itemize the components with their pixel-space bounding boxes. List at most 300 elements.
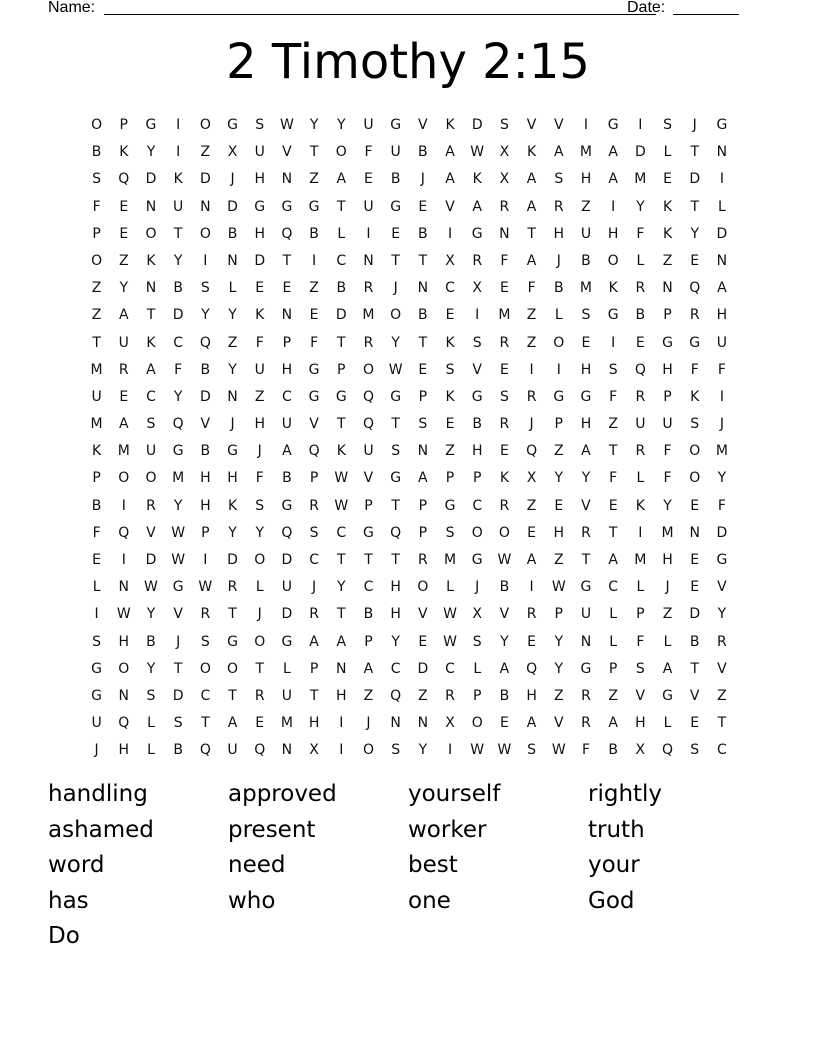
grid-letter: Y bbox=[418, 742, 428, 759]
grid-letter: P bbox=[418, 524, 428, 541]
grid-letter: B bbox=[200, 361, 211, 378]
grid-letter: G bbox=[172, 579, 184, 596]
grid-letter: E bbox=[690, 579, 700, 596]
grid-letter: L bbox=[92, 579, 101, 596]
grid-letter: E bbox=[418, 361, 428, 378]
grid-letter: L bbox=[609, 633, 618, 650]
grid-letter: T bbox=[418, 252, 428, 269]
grid-letter: H bbox=[254, 171, 265, 188]
grid-letter: X bbox=[445, 715, 455, 732]
grid-letter: N bbox=[417, 443, 429, 460]
grid-letter: O bbox=[689, 443, 701, 460]
grid-letter: V bbox=[200, 416, 211, 433]
grid-letter: X bbox=[472, 280, 483, 297]
grid-letter: W bbox=[443, 633, 457, 650]
grid-letter: N bbox=[716, 144, 728, 161]
grid-letter: G bbox=[580, 660, 592, 677]
grid-letter: E bbox=[527, 524, 537, 541]
grid-letter: H bbox=[200, 470, 211, 487]
grid-letter: Q bbox=[199, 742, 211, 759]
grid-letter: H bbox=[662, 552, 673, 568]
grid-letter: B bbox=[173, 280, 183, 297]
grid-letter: P bbox=[554, 606, 563, 623]
grid-letter: H bbox=[254, 225, 265, 242]
grid-letter: Q bbox=[390, 687, 402, 704]
grid-letter: Y bbox=[146, 606, 156, 623]
grid-letter: V bbox=[472, 361, 482, 378]
grid-letter: Q bbox=[281, 225, 293, 242]
grid-letter: B bbox=[146, 633, 156, 650]
grid-letter: N bbox=[417, 715, 429, 732]
grid-letter: J bbox=[230, 416, 235, 433]
grid-letter: J bbox=[257, 606, 262, 623]
grid-letter: T bbox=[337, 198, 346, 215]
grid-letter: S bbox=[92, 171, 102, 188]
grid-letter: U bbox=[145, 443, 157, 460]
grid-letter: H bbox=[662, 361, 673, 378]
grid-letter: Z bbox=[91, 280, 102, 297]
grid-letter: Y bbox=[146, 660, 156, 677]
grid-letter: G bbox=[145, 117, 157, 133]
grid-letter: E bbox=[255, 280, 265, 297]
grid-letter: B bbox=[91, 497, 102, 514]
grid-letter: G bbox=[444, 497, 456, 514]
grid-letter: U bbox=[227, 742, 238, 759]
grid-letter: N bbox=[390, 715, 401, 732]
grid-letter: G bbox=[281, 198, 293, 215]
grid-letter: U bbox=[173, 198, 184, 215]
grid-letter: H bbox=[580, 416, 592, 433]
grid-letter: Y bbox=[337, 579, 346, 596]
grid-letter: I bbox=[176, 144, 181, 161]
grid-letter: O bbox=[118, 660, 130, 677]
grid-letter: Z bbox=[662, 606, 673, 623]
grid-letter: I bbox=[719, 388, 724, 405]
grid-letter: H bbox=[200, 497, 211, 514]
grid-letter: K bbox=[662, 198, 673, 215]
grid-letter: C bbox=[717, 742, 727, 759]
grid-letter: A bbox=[608, 715, 618, 732]
grid-letter: A bbox=[472, 198, 482, 215]
grid-letter: U bbox=[716, 334, 728, 351]
grid-letter: S bbox=[527, 742, 537, 759]
grid-letter: T bbox=[309, 687, 319, 704]
grid-letter: J bbox=[94, 742, 99, 759]
grid-letter: P bbox=[364, 497, 373, 514]
grid-letter: U bbox=[662, 416, 673, 433]
grid-letter: O bbox=[362, 361, 374, 378]
grid-letter: J bbox=[230, 171, 235, 188]
grid-letter: P bbox=[472, 470, 482, 487]
grid-letter: V bbox=[282, 144, 292, 161]
grid-letter: I bbox=[366, 225, 371, 242]
grid-letter: F bbox=[609, 470, 618, 487]
grid-letter: S bbox=[608, 361, 618, 378]
grid-letter: S bbox=[635, 660, 645, 677]
grid-letter: K bbox=[662, 225, 673, 242]
grid-letter: Z bbox=[445, 443, 455, 460]
grid-letter: T bbox=[364, 552, 373, 568]
grid-letter: G bbox=[227, 117, 238, 133]
grid-letter: L bbox=[283, 660, 291, 677]
grid-letter: R bbox=[717, 633, 727, 650]
grid-letter: U bbox=[580, 225, 592, 242]
grid-letter: B bbox=[418, 225, 428, 242]
grid-letter: N bbox=[227, 252, 238, 269]
grid-letter: W bbox=[116, 606, 131, 623]
grid-letter: D bbox=[172, 307, 184, 324]
grid-letter: H bbox=[580, 171, 592, 188]
grid-letter: G bbox=[172, 443, 184, 460]
grid-letter: G bbox=[580, 388, 592, 405]
grid-letter: U bbox=[635, 416, 646, 433]
grid-letter: S bbox=[690, 416, 700, 433]
grid-letter: I bbox=[719, 171, 724, 188]
grid-letter: Y bbox=[146, 144, 156, 161]
grid-letter: G bbox=[281, 633, 293, 650]
grid-letter: P bbox=[445, 470, 455, 487]
grid-letter: K bbox=[146, 334, 156, 351]
grid-letter: S bbox=[146, 416, 156, 433]
grid-letter: S bbox=[445, 361, 455, 378]
grid-letter: V bbox=[717, 660, 727, 677]
grid-letter: A bbox=[608, 144, 618, 161]
grid-letter: Y bbox=[201, 307, 210, 324]
grid-letter: M bbox=[634, 171, 647, 188]
grid-letter: T bbox=[201, 715, 210, 732]
grid-letter: C bbox=[363, 579, 374, 596]
word-list-item: handling bbox=[48, 781, 148, 807]
grid-letter: Z bbox=[608, 416, 618, 433]
grid-letter: K bbox=[173, 171, 183, 188]
grid-letter: G bbox=[471, 225, 483, 242]
grid-letter: N bbox=[716, 252, 728, 269]
grid-letter: H bbox=[553, 524, 565, 541]
grid-letter: N bbox=[336, 660, 347, 677]
grid-letter: A bbox=[526, 715, 537, 732]
grid-letter: G bbox=[662, 687, 673, 704]
grid-letter: V bbox=[526, 117, 537, 133]
grid-letter: E bbox=[499, 443, 509, 460]
grid-letter: J bbox=[529, 416, 534, 433]
grid-letter: Q bbox=[118, 715, 130, 732]
grid-letter: U bbox=[281, 579, 293, 596]
grid-letter: F bbox=[690, 361, 699, 378]
grid-letter: O bbox=[335, 144, 347, 161]
grid-letter: B bbox=[499, 579, 510, 596]
grid-letter: R bbox=[553, 198, 564, 215]
word-list-item: present bbox=[228, 816, 316, 843]
grid-letter: T bbox=[337, 552, 346, 568]
grid-letter: F bbox=[717, 497, 726, 514]
grid-letter: F bbox=[500, 252, 509, 269]
grid-letter: N bbox=[227, 388, 238, 405]
grid-letter: G bbox=[689, 334, 701, 351]
grid-letter: O bbox=[498, 524, 510, 541]
grid-letter: D bbox=[689, 171, 701, 188]
grid-letter: B bbox=[336, 280, 347, 297]
name-line bbox=[104, 14, 656, 15]
grid-letter: X bbox=[445, 252, 455, 269]
grid-letter: L bbox=[473, 660, 482, 677]
grid-letter: U bbox=[281, 416, 293, 433]
grid-letter: Q bbox=[254, 742, 266, 759]
grid-letter: H bbox=[580, 361, 592, 378]
grid-letter: C bbox=[445, 660, 455, 677]
grid-letter: O bbox=[689, 470, 701, 487]
grid-letter: H bbox=[336, 687, 347, 704]
grid-letter: O bbox=[254, 633, 266, 650]
grid-letter: V bbox=[717, 579, 727, 596]
grid-letter: U bbox=[390, 144, 401, 161]
grid-letter: S bbox=[173, 715, 183, 732]
grid-letter: P bbox=[418, 388, 428, 405]
word-list-item: God bbox=[588, 887, 635, 914]
grid-letter: F bbox=[174, 361, 183, 378]
grid-letter: D bbox=[634, 144, 646, 161]
grid-letter: Q bbox=[689, 280, 701, 297]
grid-letter: D bbox=[689, 606, 701, 623]
grid-letter: V bbox=[581, 497, 591, 514]
grid-letter: Z bbox=[526, 334, 537, 351]
grid-letter: T bbox=[418, 334, 428, 351]
grid-letter: Y bbox=[228, 307, 237, 324]
grid-letter: F bbox=[717, 361, 726, 378]
grid-letter: G bbox=[553, 388, 565, 405]
grid-letter: H bbox=[635, 715, 646, 732]
grid-letter: P bbox=[201, 524, 210, 541]
name-label: Name: bbox=[48, 0, 96, 16]
grid-letter: L bbox=[636, 252, 645, 269]
grid-letter: B bbox=[200, 443, 211, 460]
grid-letter: T bbox=[391, 552, 400, 568]
grid-letter: H bbox=[118, 633, 130, 650]
grid-letter: Q bbox=[526, 443, 538, 460]
grid-letter: E bbox=[581, 334, 591, 351]
grid-letter: B bbox=[608, 742, 618, 759]
grid-letter: Z bbox=[717, 687, 727, 704]
grid-letter: N bbox=[417, 280, 429, 297]
grid-letter: A bbox=[118, 307, 129, 324]
grid-letter: M bbox=[90, 416, 103, 433]
grid-letter: Q bbox=[118, 171, 130, 188]
word-list-item: rightly bbox=[588, 781, 663, 807]
grid-letter: A bbox=[146, 361, 156, 378]
grid-letter: Z bbox=[91, 307, 102, 324]
grid-letter: S bbox=[92, 633, 102, 650]
grid-letter: I bbox=[611, 198, 616, 215]
grid-letter: O bbox=[199, 660, 211, 677]
grid-letter: S bbox=[200, 633, 210, 650]
grid-letter: B bbox=[472, 416, 483, 433]
grid-letter: U bbox=[91, 715, 102, 732]
grid-letter: R bbox=[635, 280, 646, 297]
grid-letter: H bbox=[118, 742, 130, 759]
grid-letter: A bbox=[363, 660, 374, 677]
grid-letter: O bbox=[118, 470, 130, 487]
grid-letter: N bbox=[145, 198, 157, 215]
grid-letter: L bbox=[255, 579, 264, 596]
grid-letter: T bbox=[337, 416, 346, 433]
grid-letter: Z bbox=[553, 443, 564, 460]
grid-letter: I bbox=[529, 361, 534, 378]
grid-letter: P bbox=[608, 660, 618, 677]
grid-letter: X bbox=[526, 470, 537, 487]
grid-letter: R bbox=[499, 497, 510, 514]
grid-letter: X bbox=[309, 742, 319, 759]
grid-letter: L bbox=[147, 742, 155, 759]
grid-letter: I bbox=[203, 252, 208, 269]
grid-letter: F bbox=[609, 388, 618, 405]
grid-letter: G bbox=[716, 117, 728, 133]
grid-letter: I bbox=[638, 117, 643, 133]
grid-letter: P bbox=[663, 388, 672, 405]
grid-letter: A bbox=[526, 552, 537, 568]
grid-letter: S bbox=[391, 443, 401, 460]
grid-letter: K bbox=[92, 443, 102, 460]
grid-letter: T bbox=[391, 252, 400, 269]
word-list bbox=[48, 777, 768, 955]
grid-letter: W bbox=[470, 144, 485, 161]
grid-letter: W bbox=[279, 117, 294, 133]
grid-letter: F bbox=[255, 334, 264, 351]
grid-letter: E bbox=[527, 633, 537, 650]
grid-letter: S bbox=[499, 388, 509, 405]
grid-letter: I bbox=[94, 606, 99, 623]
grid-letter: N bbox=[200, 198, 211, 215]
grid-letter: V bbox=[146, 524, 156, 541]
grid-letter: A bbox=[499, 660, 510, 677]
grid-letter: O bbox=[145, 470, 157, 487]
grid-letter: D bbox=[172, 687, 184, 704]
grid-letter: R bbox=[309, 497, 319, 514]
grid-letter: R bbox=[635, 443, 646, 460]
grid-letter: V bbox=[173, 606, 183, 623]
grid-letter: Z bbox=[526, 307, 537, 324]
grid-letter: V bbox=[445, 198, 455, 215]
grid-letter: D bbox=[471, 117, 483, 133]
grid-letter: F bbox=[527, 280, 536, 297]
grid-letter: N bbox=[580, 633, 592, 650]
grid-letter: J bbox=[556, 252, 561, 269]
grid-letter: R bbox=[499, 334, 510, 351]
grid-letter: J bbox=[420, 171, 425, 188]
grid-letter: R bbox=[499, 198, 510, 215]
grid-letter: K bbox=[527, 144, 537, 161]
grid-letter: M bbox=[443, 552, 457, 568]
grid-letter: E bbox=[635, 334, 645, 351]
grid-letter: N bbox=[499, 225, 510, 242]
grid-letter: Z bbox=[227, 334, 238, 351]
grid-letter: A bbox=[608, 171, 618, 188]
grid-letter: W bbox=[334, 470, 349, 487]
grid-letter: B bbox=[173, 742, 183, 759]
grid-letter: L bbox=[228, 280, 237, 297]
grid-letter: J bbox=[393, 280, 398, 297]
grid-letter: M bbox=[715, 443, 728, 460]
grid-letter: D bbox=[145, 171, 157, 188]
grid-letter: B bbox=[363, 606, 374, 623]
word-list-item: word bbox=[48, 852, 105, 878]
grid-letter: B bbox=[418, 144, 428, 161]
grid-letter: J bbox=[665, 579, 670, 596]
grid-letter: E bbox=[690, 497, 700, 514]
grid-letter: Q bbox=[308, 443, 320, 460]
grid-letter: W bbox=[171, 524, 186, 541]
grid-letter: A bbox=[526, 171, 537, 188]
grid-letter: N bbox=[689, 524, 700, 541]
grid-letter: T bbox=[690, 144, 699, 161]
grid-letter: R bbox=[146, 497, 156, 514]
grid-letter: X bbox=[227, 144, 238, 161]
grid-letter: E bbox=[499, 280, 509, 297]
grid-letter: O bbox=[227, 660, 239, 677]
grid-letter: P bbox=[636, 606, 645, 623]
grid-letter: J bbox=[475, 579, 480, 596]
grid-letter: E bbox=[690, 715, 700, 732]
grid-letter: T bbox=[690, 198, 699, 215]
grid-letter: T bbox=[717, 715, 727, 732]
grid-letter: K bbox=[472, 171, 482, 188]
grid-letter: O bbox=[417, 579, 429, 596]
grid-letter: T bbox=[337, 334, 346, 351]
grid-letter: Q bbox=[390, 524, 402, 541]
grid-letter: J bbox=[176, 633, 181, 650]
grid-letter: P bbox=[309, 660, 319, 677]
grid-letter: S bbox=[472, 633, 482, 650]
grid-letter: T bbox=[690, 660, 699, 677]
grid-letter: Y bbox=[309, 117, 319, 133]
grid-letter: F bbox=[663, 470, 672, 487]
grid-letter: C bbox=[336, 524, 347, 541]
grid-letter: T bbox=[228, 606, 237, 623]
grid-letter: H bbox=[390, 606, 401, 623]
grid-letter: H bbox=[227, 470, 238, 487]
grid-letter: B bbox=[227, 225, 238, 242]
grid-letter: Z bbox=[553, 687, 564, 704]
grid-letter: Z bbox=[363, 687, 374, 704]
grid-letter: Q bbox=[634, 361, 646, 378]
grid-letter: L bbox=[609, 606, 618, 623]
grid-letter: A bbox=[282, 443, 292, 460]
grid-letter: B bbox=[282, 470, 292, 487]
grid-letter: F bbox=[92, 198, 101, 215]
grid-letter: H bbox=[716, 307, 728, 324]
grid-letter: G bbox=[580, 579, 592, 596]
grid-letter: L bbox=[663, 144, 672, 161]
grid-letter: Y bbox=[173, 252, 183, 269]
letter-grid bbox=[83, 112, 736, 765]
grid-letter: A bbox=[309, 633, 319, 650]
grid-letter: F bbox=[663, 443, 672, 460]
word-list-item: worker bbox=[408, 816, 487, 843]
grid-letter: E bbox=[663, 171, 672, 188]
grid-letter: N bbox=[363, 252, 374, 269]
grid-letter: P bbox=[337, 361, 346, 378]
grid-letter: L bbox=[636, 579, 645, 596]
grid-letter: I bbox=[583, 117, 589, 133]
grid-letter: E bbox=[499, 715, 509, 732]
grid-letter: R bbox=[689, 307, 700, 324]
grid-letter: V bbox=[553, 715, 564, 732]
header bbox=[48, 0, 748, 20]
grid-letter: B bbox=[581, 252, 591, 269]
grid-letter: S bbox=[445, 524, 455, 541]
grid-letter: W bbox=[497, 742, 512, 759]
grid-letter: A bbox=[553, 144, 564, 161]
grid-letter: I bbox=[447, 225, 453, 242]
grid-letter: I bbox=[447, 742, 453, 759]
